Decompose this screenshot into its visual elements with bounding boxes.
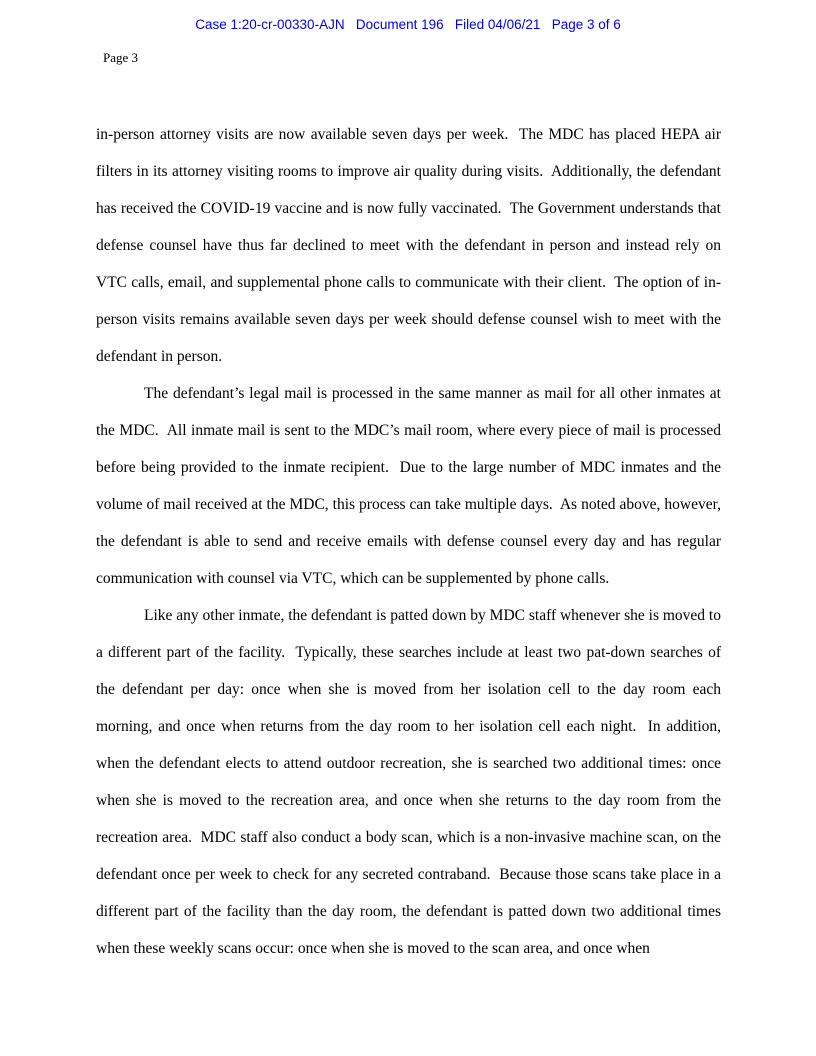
- body-paragraph: The defendant’s legal mail is processed in the same manner as mail for all other inmates at the MDC. All inmate mail is sent to the MDC’s mail room, where every piece of mail is processed before being provided to the inmate recipient. Due to the large number of MDC inmates and the volume of mail received at the MDC, this process can take multiple days. As noted above, however, the defendant is able to send and receive emails with defense counsel every day and has regular communication with counsel via VTC, which can be supplemented by phone calls.: [96, 385, 725, 587]
- document-body: [96, 116, 725, 967]
- body-paragraph: Like any other inmate, the defendant is patted down by MDC staff whenever she is moved to a different part of the facility. Typically, these searches include at least two pat-down searches of the defendant per day: once when she is moved from her isolation cell to the day room each morning, and once when returns from the day room to her isolation cell each night. In addition, when the defendant elects to attend outdoor recreation, she is searched two additional times: once when she is moved to the recreation area, and once when she returns to the day room from the recreation area. MDC staff also conduct a body scan, which is a non-invasive machine scan, on the defendant once per week to check for any secreted contraband. Because those scans take place in a different part of the facility than the day room, the defendant is patted down two additional times when these weekly scans occur: once when she is moved to the scan area, and once when: [96, 607, 725, 957]
- ecf-header-stamp: Case 1:20-cr-00330-AJN Document 196 Filed 04/06/21 Page 3 of 6: [195, 17, 621, 32]
- page-number-label: Page 3: [103, 50, 139, 65]
- body-paragraph: in-person attorney visits are now available seven days per week. The MDC has placed HEPA air filters in its attorney visiting rooms to improve air quality during visits. Additionally, the defendant has received the COVID-19 vaccine and is now fully vaccinated. The Government understands that defense counsel have thus far declined to meet with the defendant in person and instead rely on VTC calls, email, and supplemental phone calls to communicate with their client. The option of in-person visits remains available seven days per week should defense counsel wish to meet with the defendant in person.: [96, 126, 725, 365]
